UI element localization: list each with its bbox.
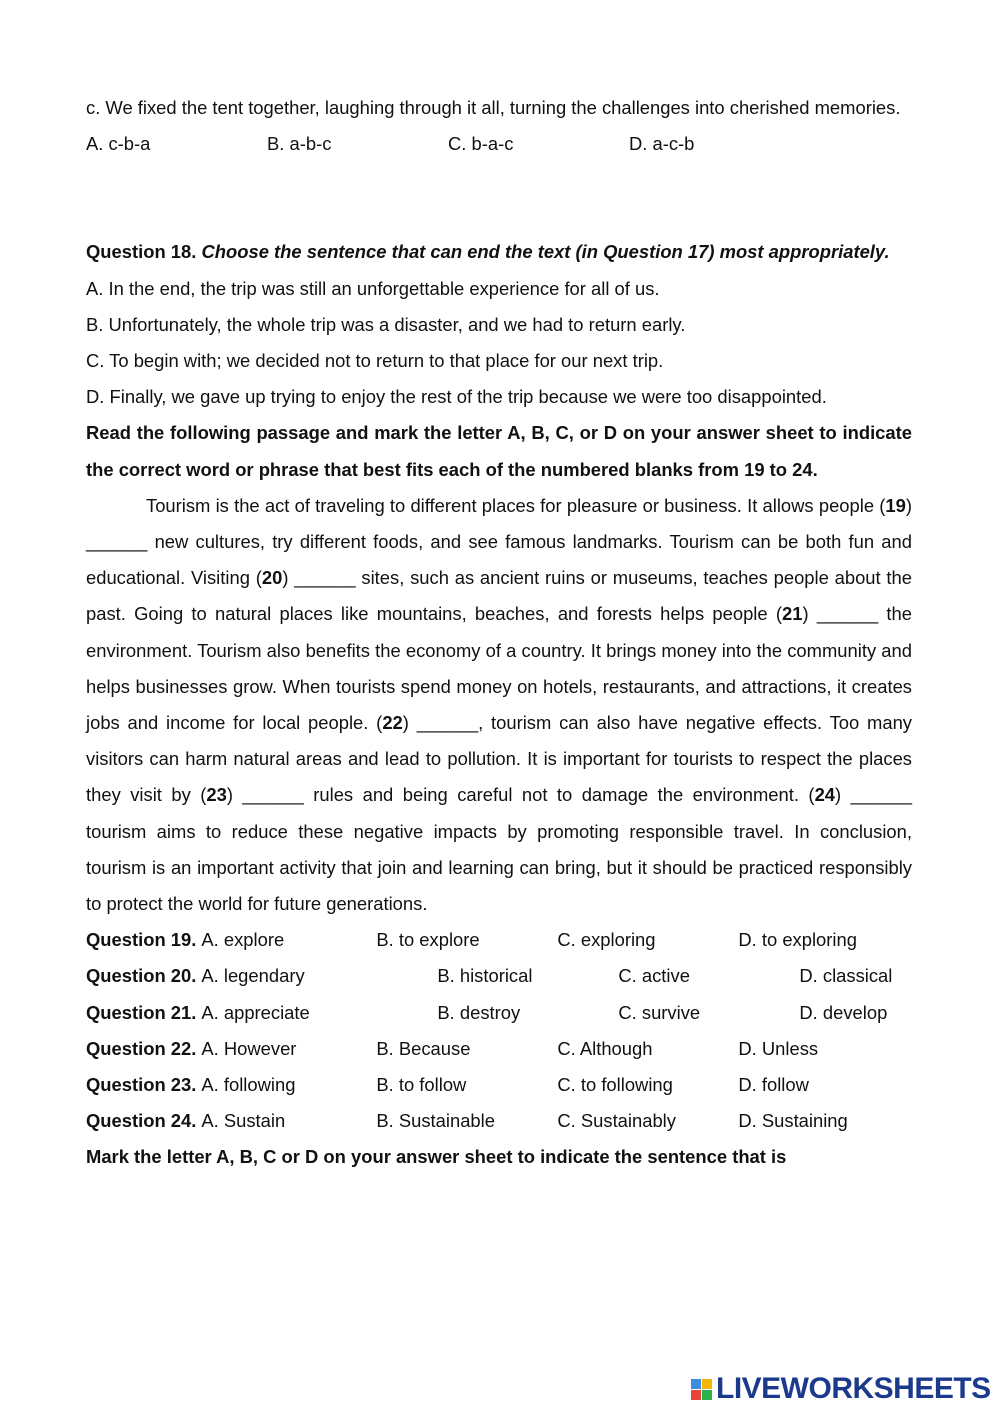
- q18-prompt: Choose the sentence that can end the text (in Question 17) most appropriately.: [201, 241, 890, 263]
- option-d: D. to exploring: [738, 929, 857, 951]
- question-24: [86, 1103, 912, 1139]
- option-d: D. develop: [799, 1001, 888, 1023]
- question-23: [86, 1067, 912, 1103]
- option-b: B. Sustainable: [376, 1110, 495, 1132]
- option-b: B. Because: [376, 1037, 471, 1059]
- blank-20: 20: [261, 567, 283, 589]
- liveworksheets-logo-icon: [691, 1379, 712, 1400]
- q18-option-b: B. Unfortunately, the whole trip was a disaster, and we had to return early.: [86, 313, 686, 335]
- q17-option-a: A. c-b-a: [86, 133, 151, 155]
- question-label: Question 22.: [86, 1037, 197, 1059]
- option-d: D. classical: [799, 965, 893, 987]
- question-22: [86, 1031, 912, 1067]
- q18-option-c: C. To begin with; we decided not to return to that place for our next trip.: [86, 350, 664, 372]
- option-c: C. survive: [618, 1001, 701, 1023]
- q18-option-d: D. Finally, we gave up trying to enjoy the rest of the trip because we were too disappointed.: [86, 386, 827, 408]
- q18-heading: [86, 234, 912, 270]
- q17-option-b: B. a-b-c: [267, 133, 332, 155]
- q17-sentence-c: c. We fixed the tent together, laughing through it all, turning the challenges into cherished memories.: [86, 97, 901, 118]
- question-label: Question 19.: [86, 929, 197, 951]
- option-c: C. exploring: [557, 929, 656, 951]
- blank-22: 22: [382, 712, 403, 734]
- option-c: C. Although: [557, 1037, 653, 1059]
- question-label: Question 21.: [86, 1001, 197, 1023]
- blank-23: 23: [206, 784, 227, 806]
- blank-21: 21: [781, 603, 803, 625]
- question-19: [86, 922, 912, 958]
- brand-name: LIVEWORKSHEETS: [716, 1372, 991, 1405]
- worksheet-page: [86, 90, 912, 1176]
- q17-option-c: C. b-a-c: [448, 133, 514, 155]
- option-a: A. appreciate: [201, 1001, 310, 1023]
- option-d: D. follow: [738, 1074, 809, 1096]
- reading-instruction: Read the following passage and mark the letter A, B, C, or D on your answer sheet to indicate the correct word or phrase that best fits each of the numbered blanks from 19 to 24.: [86, 422, 912, 480]
- option-a: A. legendary: [201, 965, 305, 987]
- q17-options: [86, 126, 912, 162]
- option-b: B. destroy: [437, 1001, 521, 1023]
- blank-19: 19: [885, 494, 906, 516]
- blank-24: 24: [814, 784, 836, 806]
- liveworksheets-logo: [691, 1372, 991, 1406]
- option-a: A. However: [201, 1037, 297, 1059]
- option-c: C. active: [618, 965, 690, 987]
- option-d: D. Unless: [738, 1037, 819, 1059]
- option-b: B. historical: [437, 965, 533, 987]
- option-c: C. Sustainably: [557, 1110, 676, 1132]
- option-c: C. to following: [557, 1074, 673, 1096]
- question-21: [86, 995, 912, 1031]
- question-label: Question 23.: [86, 1074, 197, 1096]
- option-a: A. Sustain: [201, 1110, 286, 1132]
- passage: Tourism is the act of traveling to different places for pleasure or business. It allows people (19) ______ new cultures, try different foods, and see famous landmarks. Tourism can be both fun and educational. Visiting (20) ______ sites, such as ancient ruins or museums, teaches people about the past. Going to natural places like mountains, beaches, and forests helps people (21) ______ the environment. Tourism also benefits the economy of a country. It brings money into the community and helps businesses grow. When tourists spend money on hotels, restaurants, and attractions, it creates jobs and income for local people. (22) ______, tourism can also have negative effects. Too many visitors can harm natural areas and lead to pollution. It is important for tourists to respect the places they visit by (23) ______ rules and being careful not to damage the environment. (24) ______ tourism aims to reduce these negative impacts by promoting responsible travel. In conclusion, tourism is an important activity that join and learning can bring, but it should be practiced responsibly to protect the world for future generations.: [86, 494, 912, 915]
- option-a: A. following: [201, 1074, 296, 1096]
- option-b: B. to explore: [376, 929, 480, 951]
- next-instruction: Mark the letter A, B, C or D on your answer sheet to indicate the sentence that is: [86, 1146, 787, 1168]
- question-label: Question 24.: [86, 1110, 197, 1132]
- question-20: [86, 958, 912, 994]
- option-a: A. explore: [201, 929, 285, 951]
- q18-option-a: A. In the end, the trip was still an unforgettable experience for all of us.: [86, 277, 660, 299]
- question-label: Question 20.: [86, 965, 197, 987]
- q17-option-d: D. a-c-b: [629, 133, 695, 155]
- option-b: B. to follow: [376, 1074, 467, 1096]
- q18-label: Question 18.: [86, 241, 197, 263]
- option-d: D. Sustaining: [738, 1110, 848, 1132]
